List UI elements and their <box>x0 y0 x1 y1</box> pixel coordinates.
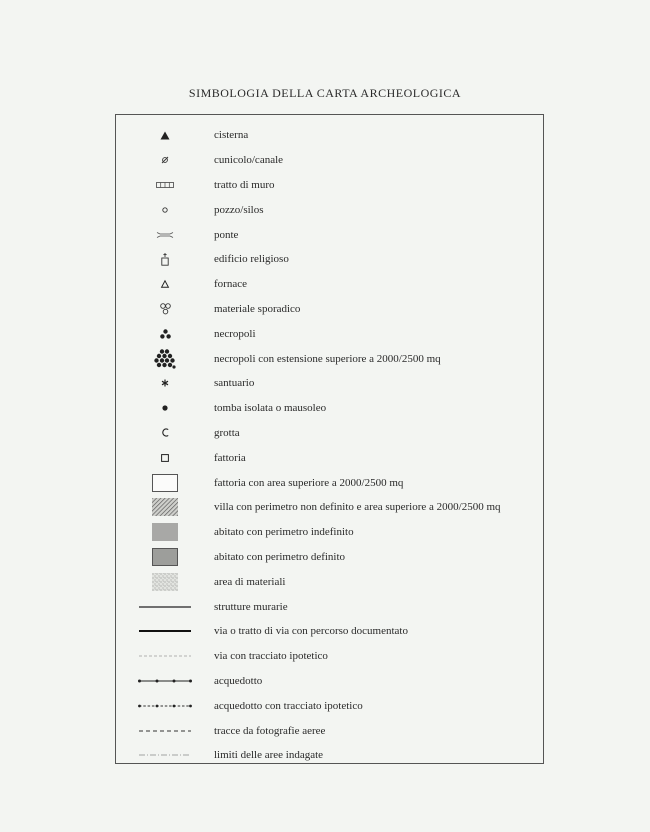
legend-row-edificio <box>116 247 543 272</box>
grey-rect-icon <box>116 520 214 545</box>
legend-label: tratto di muro <box>214 178 275 191</box>
tunnel-icon <box>116 148 214 173</box>
church-icon <box>116 247 214 272</box>
filled-triangle-icon <box>116 123 214 148</box>
faint-dashed-line-icon <box>116 644 214 669</box>
legend-row-limiti <box>116 743 543 768</box>
asterisk-icon <box>116 371 214 396</box>
dot-cluster-icon <box>116 346 214 371</box>
legend-row-via-ipotetica <box>116 644 543 669</box>
thin-solid-line-icon <box>116 594 214 619</box>
legend-label: abitato con perimetro definito <box>214 550 346 563</box>
small-square-icon <box>116 445 214 470</box>
legend-row-area-materiali <box>116 569 543 594</box>
legend-row-ponte <box>116 222 543 247</box>
legend-row-santuario <box>116 371 543 396</box>
legend-label: fornace <box>214 278 247 291</box>
legend-row-cunicolo <box>116 148 543 173</box>
legend-label: abitato con perimetro indefinito <box>214 526 354 539</box>
three-dots-icon <box>116 321 214 346</box>
legend-label: cisterna <box>214 129 249 142</box>
legend-row-fattoria-estesa <box>116 470 543 495</box>
legend-row-cisterna <box>116 123 543 148</box>
legend-label: ponte <box>214 228 239 241</box>
hatched-rect-icon <box>116 495 214 520</box>
legend-row-necropoli-estesa <box>116 346 543 371</box>
dotted-dashed-line-icon <box>116 693 214 718</box>
thick-solid-line-icon <box>116 619 214 644</box>
legend-row-necropoli <box>116 321 543 346</box>
legend-label: cunicolo/canale <box>214 154 284 167</box>
wall-segment-icon <box>116 173 214 198</box>
legend-row-tracce <box>116 718 543 743</box>
bridge-icon <box>116 222 214 247</box>
legend-label: tomba isolata o mausoleo <box>214 402 327 415</box>
legend-label: villa con perimetro non definito e area superiore a 2000/2500 mq <box>214 501 501 514</box>
legend-row-tomba <box>116 396 543 421</box>
legend-row-abitato-indefinito <box>116 520 543 545</box>
legend-label: tracce da fotografie aeree <box>214 724 326 737</box>
cave-icon <box>116 421 214 446</box>
triple-circle-icon <box>116 297 214 322</box>
legend-label: acquedotto <box>214 674 263 687</box>
legend-row-acquedotto <box>116 669 543 694</box>
open-triangle-icon <box>116 272 214 297</box>
filled-dot-icon <box>116 396 214 421</box>
legend-row-grotta <box>116 421 543 446</box>
legend-label: necropoli <box>214 327 256 340</box>
legend-row-sporadico <box>116 297 543 322</box>
legend-label: santuario <box>214 377 255 390</box>
legend-label: materiale sporadico <box>214 302 301 315</box>
legend-label: via o tratto di via con percorso documentato <box>214 625 408 638</box>
legend-row-fattoria <box>116 445 543 470</box>
legend-label: grotta <box>214 426 240 439</box>
legend-label: via con tracciato ipotetico <box>214 650 328 663</box>
dotted-solid-line-icon <box>116 669 214 694</box>
legend-label: acquedotto con tracciato ipotetico <box>214 699 363 712</box>
legend-row-strutture-murarie <box>116 594 543 619</box>
legend-label: necropoli con estensione superiore a 2000/2500 mq <box>214 352 441 365</box>
grey-outlined-rect-icon <box>116 545 214 570</box>
dash-dot-line-icon <box>116 743 214 768</box>
legend-label: limiti delle aree indagate <box>214 749 324 762</box>
legend-label: fattoria <box>214 451 246 464</box>
legend-row-abitato-definito <box>116 545 543 570</box>
legend-row-via <box>116 619 543 644</box>
legend-label: pozzo/silos <box>214 203 264 216</box>
page-title: SIMBOLOGIA DELLA CARTA ARCHEOLOGICA <box>188 86 462 100</box>
dashed-line-icon <box>116 718 214 743</box>
legend-row-villa <box>116 495 543 520</box>
legend-row-pozzo <box>116 197 543 222</box>
legend-row-fornace <box>116 272 543 297</box>
small-circle-icon <box>116 197 214 222</box>
legend-label: fattoria con area superiore a 2000/2500 mq <box>214 476 404 489</box>
legend-row-acquedotto-ipotetico <box>116 693 543 718</box>
legend-row-muro <box>116 173 543 198</box>
white-rect-icon <box>116 470 214 495</box>
legend-label: edificio religioso <box>214 253 289 266</box>
legend-label: strutture murarie <box>214 600 288 613</box>
legend-label: area di materiali <box>214 575 286 588</box>
stippled-rect-icon <box>116 569 214 594</box>
legend-box <box>115 114 544 764</box>
